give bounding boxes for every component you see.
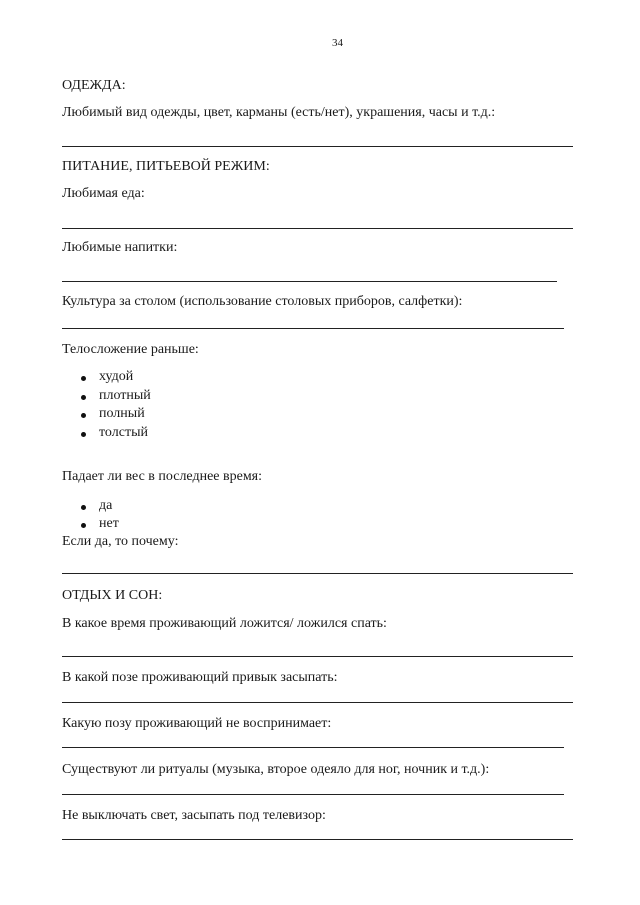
answer-line-bedtime[interactable] bbox=[62, 656, 573, 657]
section-heading-rest: ОТДЫХ И СОН: bbox=[62, 588, 163, 603]
answer-line-disliked-pose[interactable] bbox=[62, 747, 564, 748]
section-heading-nutrition: ПИТАНИЕ, ПИТЬЕВОЙ РЕЖИМ: bbox=[62, 159, 270, 174]
answer-line-light-tv[interactable] bbox=[62, 839, 573, 840]
answer-line-favorite-food[interactable] bbox=[62, 228, 573, 229]
answer-line-weight-reason[interactable] bbox=[62, 573, 573, 574]
option-build-thin[interactable]: худой bbox=[99, 369, 134, 384]
option-weight-no[interactable]: нет bbox=[99, 516, 119, 531]
bullet-icon bbox=[81, 432, 86, 437]
answer-line-clothing[interactable] bbox=[62, 146, 573, 147]
section-heading-clothing: ОДЕЖДА: bbox=[62, 78, 126, 93]
table-culture-prompt: Культура за столом (использование столовых приборов, салфетки): bbox=[62, 294, 463, 309]
bedtime-prompt: В какое время проживающий ложится/ ложился спать: bbox=[62, 616, 387, 631]
option-build-stocky[interactable]: плотный bbox=[99, 388, 151, 403]
bullet-icon bbox=[81, 505, 86, 510]
option-build-fat[interactable]: толстый bbox=[99, 425, 148, 440]
answer-line-favorite-drinks[interactable] bbox=[62, 281, 557, 282]
bullet-icon bbox=[81, 523, 86, 528]
favorite-food-prompt: Любимая еда: bbox=[62, 186, 145, 201]
rituals-prompt: Существуют ли ритуалы (музыка, второе одеяло для ног, ночник и т.д.): bbox=[62, 762, 490, 777]
bullet-icon bbox=[81, 395, 86, 400]
body-build-prompt: Телосложение раньше: bbox=[62, 342, 199, 357]
answer-line-table-culture[interactable] bbox=[62, 328, 564, 329]
weight-reason-prompt: Если да, то почему: bbox=[62, 534, 179, 549]
option-weight-yes[interactable]: да bbox=[99, 498, 113, 513]
disliked-pose-prompt: Какую позу проживающий не воспринимает: bbox=[62, 716, 332, 731]
weight-loss-prompt: Падает ли вес в последнее время: bbox=[62, 469, 263, 484]
option-build-full[interactable]: полный bbox=[99, 406, 145, 421]
sleep-pose-prompt: В какой позе проживающий привык засыпать: bbox=[62, 670, 338, 685]
clothing-prompt: Любимый вид одежды, цвет, карманы (есть/нет), украшения, часы и т.д.: bbox=[62, 105, 496, 120]
favorite-drinks-prompt: Любимые напитки: bbox=[62, 240, 178, 255]
page-number: 34 bbox=[332, 37, 343, 49]
answer-line-sleep-pose[interactable] bbox=[62, 702, 573, 703]
bullet-icon bbox=[81, 413, 86, 418]
bullet-icon bbox=[81, 376, 86, 381]
light-tv-prompt: Не выключать свет, засыпать под телевизор: bbox=[62, 808, 326, 823]
answer-line-rituals[interactable] bbox=[62, 794, 564, 795]
